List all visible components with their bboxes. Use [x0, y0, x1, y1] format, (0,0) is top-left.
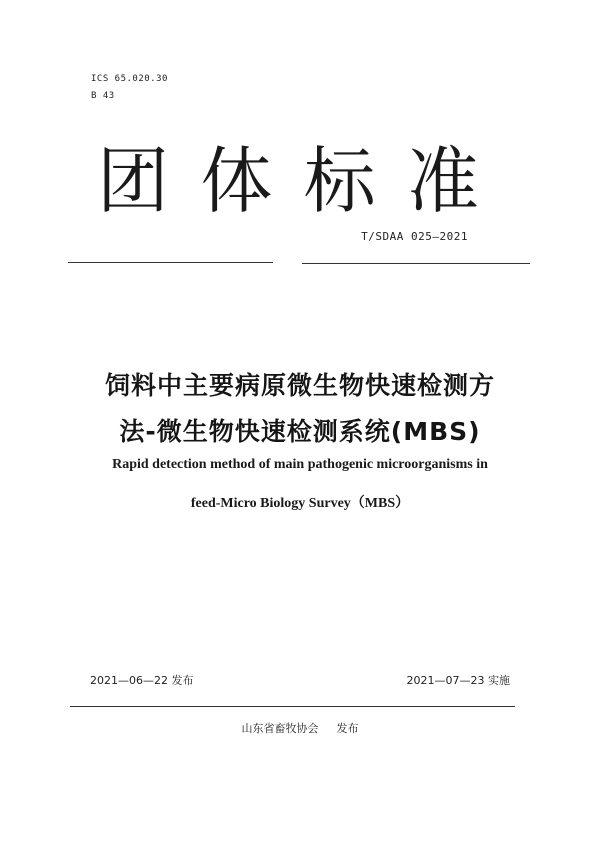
footer-divider: [70, 706, 515, 707]
ccs-code: B 43: [91, 91, 115, 101]
title-char-2: 体: [200, 139, 273, 223]
publisher-name: 山东省畜牧协会: [241, 722, 319, 735]
header-divider-right: [302, 263, 530, 264]
implementation-date: 2021—07—23 实施: [406, 674, 510, 687]
title-char-1: 团: [96, 139, 169, 223]
standard-number: T/SDAA 025—2021: [361, 230, 468, 243]
title-char-3: 标: [303, 139, 376, 223]
publisher-line: [0, 720, 600, 736]
standard-type-title: [88, 136, 488, 226]
title-char-4: 准: [406, 139, 479, 223]
ics-code: ICS 65.020.30: [91, 74, 168, 84]
chinese-title-line-2: 法-微生物快速检测系统(MBS): [119, 417, 481, 446]
english-title-line-2: feed-Micro Biology Survey（MBS）: [190, 496, 410, 511]
english-title-line-1: Rapid detection method of main pathogenic microorganisms in: [112, 457, 488, 472]
chinese-title-line-1: 饲料中主要病原微生物快速检测方: [104, 371, 495, 400]
publish-date: 2021—06—22 发布: [90, 674, 194, 687]
header-divider-left: [68, 262, 273, 263]
publish-action: 发布: [336, 722, 359, 735]
